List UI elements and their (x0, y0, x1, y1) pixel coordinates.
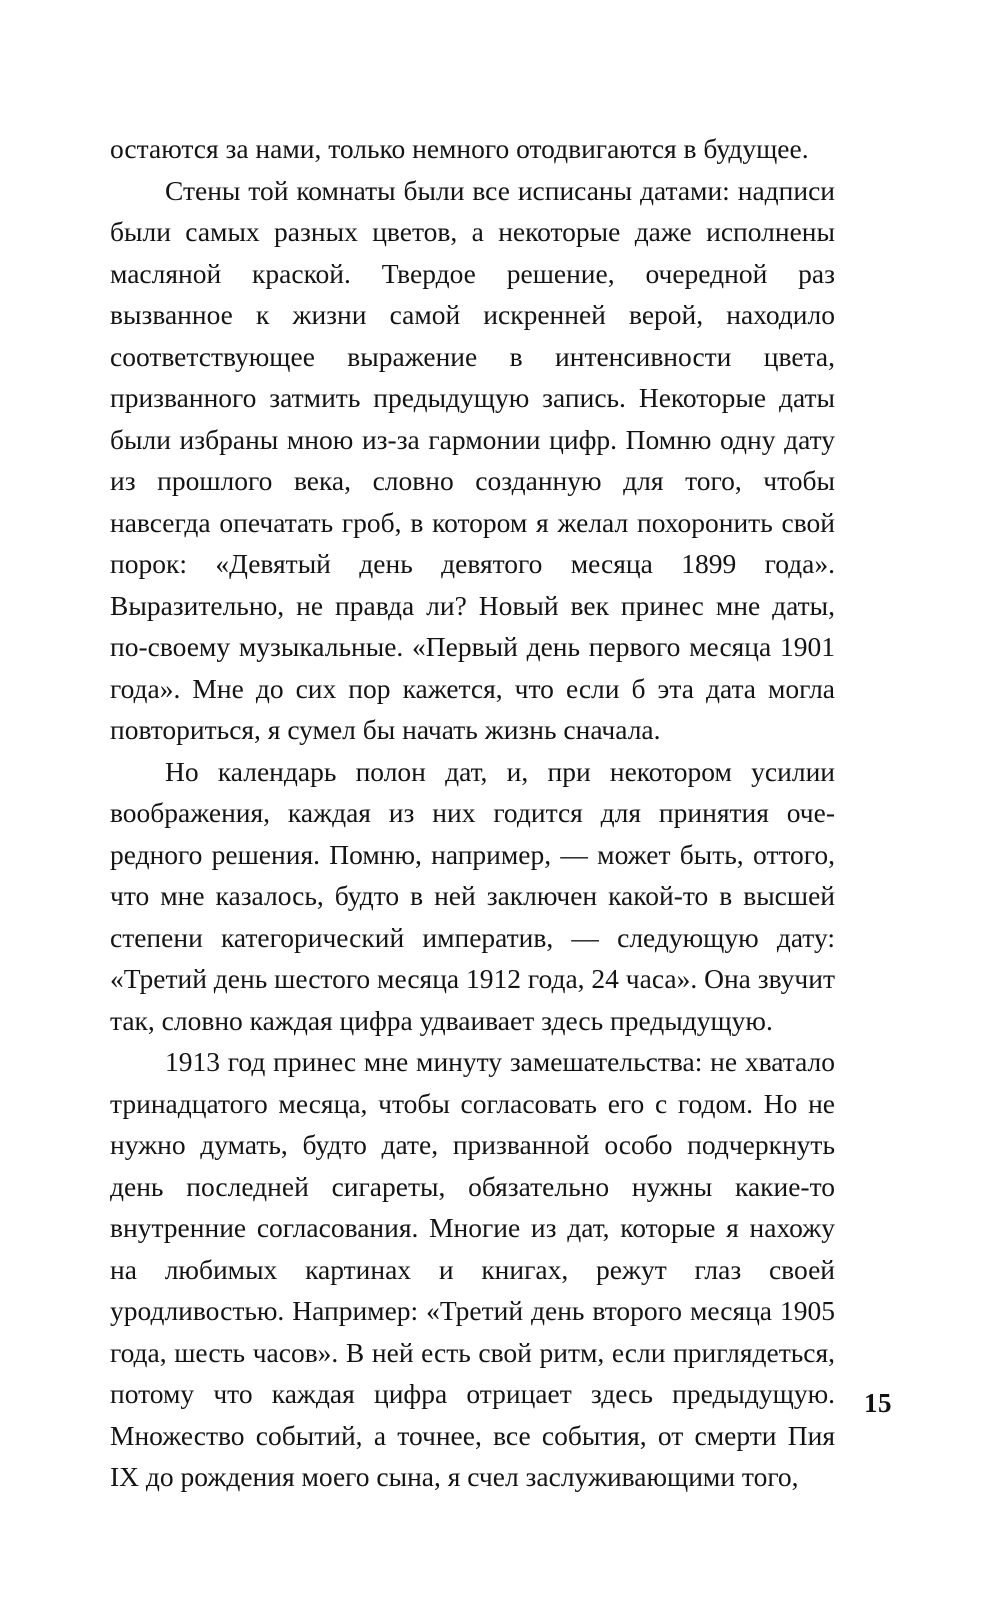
page-number: 15 (864, 1388, 892, 1418)
paragraph: Стены той комнаты были все исписаны датами: надписи были самых разных цветов, а некоторые даже исполнены масляной краской. Твердое решение, очередной раз вызванное к жизни самой искренней верой, находило соответствующее выражение в интенсивности цвета, призванного затмить предыдущую запись. Некоторые даты были избраны мною из-за гармонии цифр. Помню одну дату из прошлого века, словно созданную для того, чтобы навсегда опечатать гроб, в котором я желал похоронить свой порок: «Девятый день девятого месяца 1899 года». Выразительно, не правда ли? Новый век принес мне даты, по-своему музыкальные. «Первый день первого месяца 1901 года». Мне до сих пор кажется, что если б эта дата могла повториться, я сумел бы начать жизнь сначала. (110, 174, 835, 745)
paragraph: остаются за нами, только немного отодвигаются в будущее. (110, 133, 809, 164)
page-body-text (110, 128, 835, 1498)
paragraph: Но календарь полон дат, и, при некотором усилии воображения, каждая из них годится для принятия очередного решения. Помню, например, — может быть, оттого, что мне казалось, будто в ней заключен какой-то в высшей степени категорический императив, — следующую дату: «Третий день шестого месяца 1912 года, 24 часа». Она звучит так, словно каждая цифра удваивает здесь предыдущую. (110, 755, 835, 1036)
paragraph: 1913 год принес мне минуту замешательства: не хватало тринадцатого месяца, чтобы согласовать его с годом. Но не нужно думать, будто дате, призванной особо подчеркнуть день последней сигареты, обязательно нужны какие-то внутренние согласования. Многие из дат, которые я нахожу на любимых картинах и книгах, режут глаз своей уродливостью. Например: «Третий день второго месяца 1905 года, шесть часов». В ней есть свой ритм, если приглядеться, потому что каждая цифра отрицает здесь предыдущую. Множество событий, а точнее, все события, от смерти Пия IX до рождения моего сына, я счел заслуживающими того, (110, 1046, 835, 1492)
